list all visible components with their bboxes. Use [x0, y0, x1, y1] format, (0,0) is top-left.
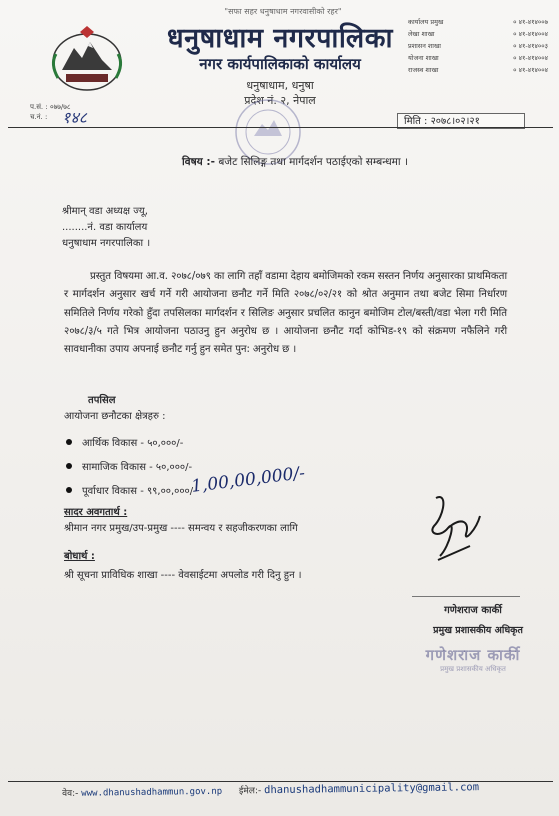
- bodharth-text: श्री सूचना प्राविधिक शाखा ---- वेवसाईटमा अपलोड गरी दिनु हुन ।: [64, 570, 302, 581]
- address-line-1: धनुषाधाम, धनुषा: [246, 79, 314, 92]
- patra-sankhya: प.सं. : ०७७/७८: [30, 103, 71, 111]
- bullet-icon: [66, 463, 72, 469]
- municipality-title: धनुषाधाम नगरपालिका: [167, 23, 393, 54]
- stamp-name: गणेशराज कार्की: [425, 646, 521, 664]
- list-item: पूर्वाधार विकास - ९९,००,०००/-: [66, 478, 197, 502]
- addressee-line: ........नं. वडा कार्यालय: [62, 222, 148, 233]
- web-label: वेव:-: [62, 788, 79, 799]
- subject-label: विषय :-: [182, 156, 215, 168]
- footer: [62, 779, 542, 799]
- bullet-icon: [66, 439, 72, 445]
- contact-list: [408, 16, 548, 76]
- addressee-line: श्रीमान् वडा अध्यक्ष ज्यू,: [62, 206, 148, 217]
- signer-title: प्रमुख प्रशासकीय अधिकृत: [433, 625, 523, 636]
- letter-date: मिति : २०७८।०२।२१: [397, 113, 525, 129]
- contact-row: राजस्व शाखा ० ४१-४१४००४: [408, 66, 548, 74]
- contact-row: लेखा शाखा ० ४१-४१४००४: [408, 30, 548, 38]
- website-link[interactable]: www.dhanushadhammun.gov.np: [81, 786, 223, 799]
- nepal-emblem-icon: [44, 24, 130, 94]
- stamp-title: प्रमुख प्रशासकीय अधिकृत: [440, 665, 506, 673]
- office-title: नगर कार्यपालिकाको कार्यालय: [199, 55, 361, 73]
- bullet-icon: [66, 487, 72, 493]
- email-label: ईमेल:-: [238, 786, 262, 797]
- addressee-line: धनुषाधाम नगरपालिका ।: [62, 238, 151, 249]
- municipality-motto: "सफा सहर धनुषाधाम नगरवासीको रहर": [224, 7, 342, 16]
- handwritten-total: 1,00,00,000/-: [190, 463, 307, 497]
- chalani-number: १४८: [62, 108, 87, 127]
- letter-body: प्रस्तुत विषयमा आ.व. २०७८/०७९ का लागि तहाँ वडामा देहाय बमोजिमको रकम सस्तन निर्णय अनुसारका प्राथमिकता र मार्गदर्शन अनुसार खर्च गर्ने गरी आयोजना छनौट गर्ने मिति २०७८/०२/२१ को श्रोत अनुमान तथा बजेट सिमा निर्धारण समितिले निर्णय गरेको हुँदा तपसिलका मार्गदर्शन र सिलिङ अनुसार प्रचलित कानुन बमोजिम टोल/बस्ती/वडा भेला गरी मिति २०७८/३/५ गते भित्र आयोजना पठाउनु हुन अनुरोध छ । आयोजना छनौट गर्दा कोभिड-१९ को संक्रमण नफैलिने गरी सावधानीका उपाय अपनाई छनौट गर्नु हुन समेत पुन: अनुरोध छ ।: [64, 271, 507, 356]
- contact-row: योजना शाखा ० ४१-४१४००४: [408, 54, 548, 62]
- list-item: आर्थिक विकास - ५०,०००/-: [66, 430, 197, 454]
- contact-row: कार्यालय प्रमुख ० ४१-४१४००७: [408, 18, 548, 26]
- sadar-heading: सादर अवगतार्थ :: [64, 507, 128, 518]
- tapasil-heading: तपसिल: [88, 395, 116, 406]
- name-stamp: [408, 645, 538, 674]
- signature-line: [412, 596, 520, 597]
- sadar-text: श्रीमान नगर प्रमुख/उप-प्रमुख ---- समन्वय र सहजीकरणका लागि: [64, 523, 298, 534]
- subject-text: बजेट सिलिङ्ग तथा मार्गदर्शन पठाईएको सम्बन्धमा ।: [218, 156, 408, 168]
- list-item: सामाजिक विकास - ५०,०००/-: [66, 454, 197, 478]
- contact-row: प्रशासन शाखा ० ४१-४१४००३: [408, 42, 548, 50]
- bodharth-heading: बोधार्थ :: [64, 551, 95, 562]
- addressee-block: [62, 204, 150, 252]
- header-divider: [8, 127, 553, 128]
- areas-heading: आयोजना छनौटका क्षेत्रहरु :: [64, 411, 166, 422]
- letter-subject: [130, 155, 460, 169]
- chalani-label: च.नं. :: [30, 113, 48, 121]
- areas-list: [66, 430, 197, 502]
- signature-icon: [418, 486, 498, 566]
- signer-name: गणेशराज कार्की: [444, 605, 502, 616]
- email-link[interactable]: dhanushadhammunicipality@gmail.com: [263, 781, 480, 797]
- address-line-2: प्रदेश नं. २, नेपाल: [244, 94, 316, 107]
